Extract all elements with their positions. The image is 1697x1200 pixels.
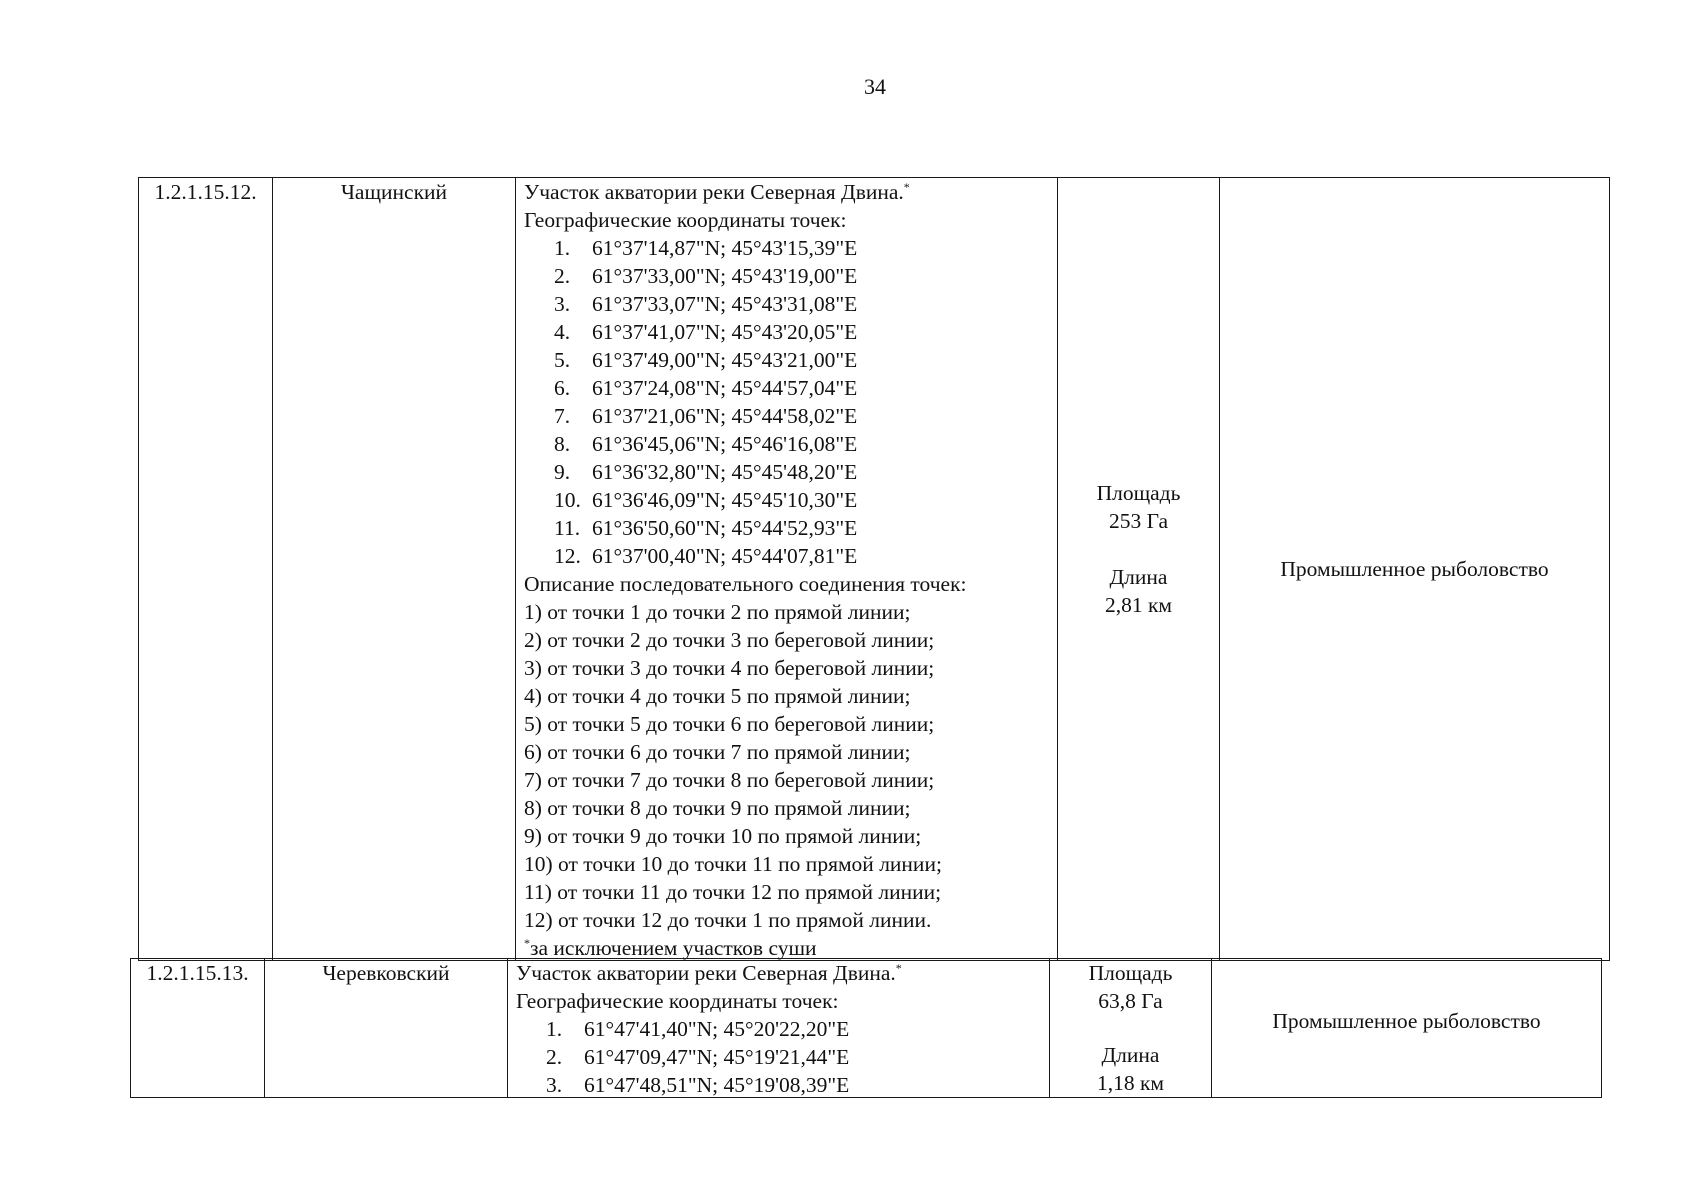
area-label: Площадь [1096, 481, 1181, 505]
connection-item: 1) от точки 1 до точки 2 по прямой линии; [524, 600, 911, 624]
length-value: 1,18 км [1096, 1071, 1165, 1095]
coordinate-item: 10. 61°36'46,09"N; 45°45'10,30"E [554, 488, 858, 512]
length-label: Длина [1101, 1043, 1160, 1067]
table-row [138, 177, 1610, 961]
coordinate-item: 6. 61°37'24,08"N; 45°44'57,04"E [554, 376, 858, 400]
length-value: 2,81 км [1104, 593, 1173, 617]
coordinate-item: 2. 61°37'33,00"N; 45°43'19,00"E [554, 264, 858, 288]
coordinate-item: 2. 61°47'09,47"N; 45°19'21,44"E [546, 1045, 850, 1069]
coordinate-item: 3. 61°37'33,07"N; 45°43'31,08"E [554, 292, 858, 316]
size-cell [1050, 959, 1212, 1097]
coordinate-item: 12. 61°37'00,40"N; 45°44'07,81"E [554, 544, 858, 568]
site-name: Черевковский [265, 959, 508, 1097]
connection-item: 4) от точки 4 до точки 5 по прямой линии; [524, 684, 911, 708]
coordinate-item: 1. 61°37'14,87"N; 45°43'15,39"E [554, 236, 858, 260]
connection-item: 5) от точки 5 до точки 6 по береговой линии; [524, 712, 935, 736]
connection-item: 11) от точки 11 до точки 12 по прямой линии; [524, 880, 942, 904]
length-label: Длина [1109, 565, 1168, 589]
site-description [516, 178, 1058, 960]
site-title: Участок акватории реки Северная Двина.* [516, 960, 902, 985]
connection-item: 6) от точки 6 до точки 7 по прямой линии; [524, 740, 911, 764]
usage-cell [1212, 959, 1601, 1097]
usage-cell [1220, 178, 1609, 960]
coordinate-item: 1. 61°47'41,40"N; 45°20'22,20"E [546, 1017, 850, 1041]
area-label: Площадь [1088, 961, 1173, 985]
area-value: 253 Га [1108, 509, 1169, 533]
coords-heading: Географические координаты точек: [516, 989, 839, 1013]
coordinate-item: 8. 61°36'45,06"N; 45°46'16,08"E [554, 432, 858, 456]
coords-heading: Географические координаты точек: [524, 208, 847, 232]
table-row [130, 958, 1602, 1098]
connection-item: 3) от точки 3 до точки 4 по береговой линии; [524, 656, 935, 680]
connection-item: 7) от точки 7 до точки 8 по береговой линии; [524, 768, 935, 792]
site-title: Участок акватории реки Северная Двина.* [524, 179, 910, 204]
site-name: Чащинский [273, 178, 516, 960]
coordinate-item: 9. 61°36'32,80"N; 45°45'48,20"E [554, 460, 858, 484]
area-value: 63,8 Га [1098, 989, 1163, 1013]
size-cell [1058, 178, 1220, 960]
coordinate-item: 5. 61°37'49,00"N; 45°43'21,00"E [554, 348, 858, 372]
connection-item: 9) от точки 9 до точки 10 по прямой линии; [524, 824, 922, 848]
usage-text: Промышленное рыболовство [1280, 557, 1549, 581]
connection-item: 12) от точки 12 до точки 1 по прямой линии. [524, 908, 932, 932]
coordinate-item: 4. 61°37'41,07"N; 45°43'20,05"E [554, 320, 858, 344]
coordinate-item: 11. 61°36'50,60"N; 45°44'52,93"E [554, 516, 858, 540]
connection-item: 2) от точки 2 до точки 3 по береговой линии; [524, 628, 935, 652]
usage-text: Промышленное рыболовство [1272, 1009, 1541, 1033]
connection-item: 10) от точки 10 до точки 11 по прямой линии; [524, 852, 942, 876]
page-number: 34 [864, 74, 886, 99]
row-number: 1.2.1.15.13. [131, 959, 265, 1097]
row-number: 1.2.1.15.12. [139, 178, 273, 960]
coordinate-item: 3. 61°47'48,51"N; 45°19'08,39"E [546, 1073, 850, 1097]
connection-item: 8) от точки 8 до точки 9 по прямой линии; [524, 796, 911, 820]
site-description [508, 959, 1050, 1097]
connection-heading: Описание последовательного соединения точек: [524, 572, 967, 596]
footnote: *за исключением участков суши [524, 935, 817, 960]
coordinate-item: 7. 61°37'21,06"N; 45°44'58,02"E [554, 404, 858, 428]
